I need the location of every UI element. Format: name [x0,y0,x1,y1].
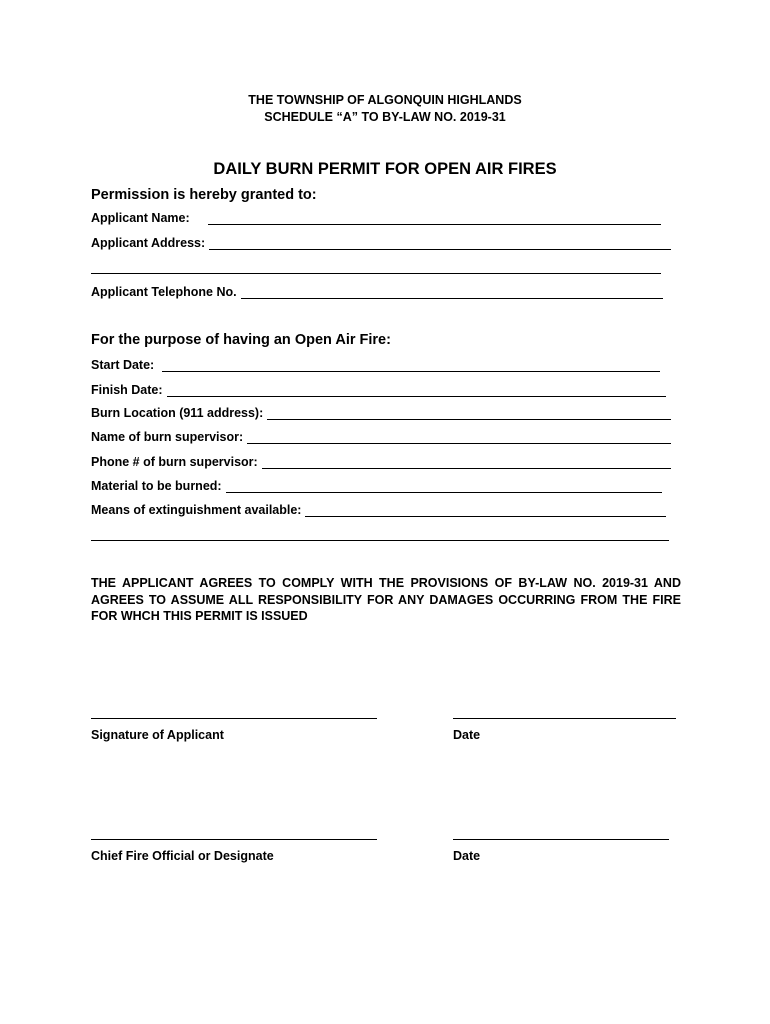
form-title: DAILY BURN PERMIT FOR OPEN AIR FIRES [213,160,557,178]
supervisor-phone-label: Phone # of burn supervisor: [91,455,258,469]
material-line[interactable] [226,481,662,493]
applicant-name-line[interactable] [208,213,661,225]
township-name: THE TOWNSHIP OF ALGONQUIN HIGHLANDS [248,93,522,107]
applicant-address-field[interactable] [91,237,671,250]
applicant-date-label: Date [453,728,481,742]
official-date-line[interactable] [453,839,669,840]
agreement-statement: THE APPLICANT AGREES TO COMPLY WITH THE PROVISIONS OF BY-LAW NO. 2019-31 AND AGREES TO ASSUME ALL RESPONSIBILITY FOR ANY DAMAGES OCCURRING FROM THE FIRE FOR WHCH THIS PERMIT IS ISSUED [91,576,681,623]
applicant-address-label: Applicant Address: [91,236,206,250]
applicant-section-heading: Permission is hereby granted to: [91,187,317,203]
official-signature-line[interactable] [91,839,377,840]
applicant-telephone-line[interactable] [241,287,663,299]
supervisor-name-field[interactable] [91,431,671,444]
applicant-signature-label: Signature of Applicant [91,728,224,742]
finish-date-label: Finish Date: [91,383,163,397]
extinguishment-field[interactable] [91,504,671,517]
burn-location-field[interactable] [91,407,671,420]
schedule-reference: SCHEDULE “A” TO BY-LAW NO. 2019-31 [264,110,506,124]
purpose-section-heading: For the purpose of having an Open Air Fire: [91,332,391,348]
applicant-name-field[interactable] [91,212,671,225]
official-date-label: Date [453,849,481,863]
official-signature-label: Chief Fire Official or Designate [91,849,274,863]
extinguishment-line[interactable] [305,505,666,517]
extinguishment-continuation-line[interactable] [91,540,669,541]
applicant-date-line[interactable] [453,718,676,719]
finish-date-line[interactable] [167,385,666,397]
material-field[interactable] [91,480,671,493]
applicant-telephone-field[interactable] [91,286,671,299]
applicant-address-line[interactable] [209,238,671,250]
supervisor-name-label: Name of burn supervisor: [91,430,244,444]
applicant-address-continuation-line[interactable] [91,273,661,274]
start-date-label: Start Date: [91,358,155,372]
applicant-name-label: Applicant Name: [91,211,190,225]
applicant-telephone-label: Applicant Telephone No. [91,285,237,299]
applicant-signature-line[interactable] [91,718,377,719]
extinguishment-label: Means of extinguishment available: [91,503,302,517]
burn-location-line[interactable] [267,408,671,420]
supervisor-phone-field[interactable] [91,456,671,469]
burn-location-label: Burn Location (911 address): [91,406,264,420]
supervisor-name-line[interactable] [247,432,671,444]
finish-date-field[interactable] [91,384,671,397]
start-date-field[interactable] [91,359,671,372]
start-date-line[interactable] [162,360,660,372]
material-label: Material to be burned: [91,479,222,493]
supervisor-phone-line[interactable] [262,457,671,469]
